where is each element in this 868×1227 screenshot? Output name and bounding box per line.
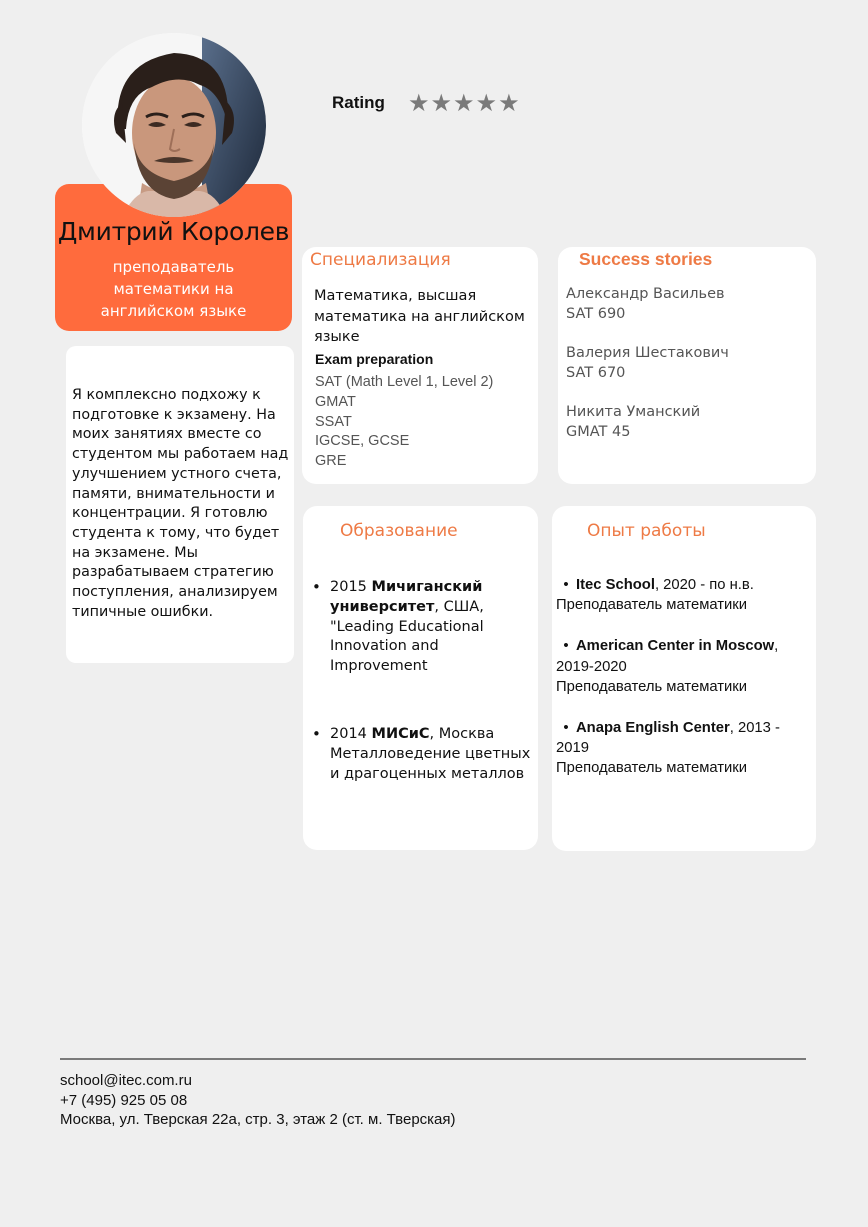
education-details: , США, "Leading Educational Innovation and Improvement: [330, 598, 484, 675]
education-details: , Москва Металловедение цветных и драгоценных металлов: [330, 725, 531, 782]
rating-label: Rating: [332, 93, 385, 112]
work-experience-title: Опыт работы: [587, 521, 706, 541]
success-story-item: [566, 344, 729, 384]
work-position: Преподаватель математики: [556, 597, 748, 614]
work-item: [556, 575, 814, 615]
specialization-subject: Математика, высшая математика на английском языке: [314, 288, 525, 345]
work-experience-list: [556, 575, 814, 800]
footer-divider: [60, 1058, 806, 1060]
bullet-icon: •: [563, 637, 569, 655]
education-item: [310, 725, 536, 784]
tutor-name: Дмитрий Королев: [57, 217, 290, 246]
exam-preparation-title: Exam preparation: [315, 351, 434, 367]
bio-text: Я комплексно подхожу к подготовке к экзамену. На моих занятиях вместе со студентом мы работаем над улучшением устного счета, памяти, внимательности и концентрации. Я готовлю студента к тому, что будет на экзамене. Мы разрабатываем стратегию поступления, анализируем типичные ошибки.: [72, 387, 289, 620]
exam-item: GMAT: [315, 393, 356, 410]
work-period: , 2020 - по н.в.: [654, 577, 754, 593]
success-story-item: [566, 285, 729, 325]
education-item: [310, 578, 536, 677]
success-story-item: [566, 403, 729, 443]
bullet-icon: •: [563, 719, 569, 737]
student-score: SAT 670: [566, 364, 626, 381]
student-name: Никита Уманский: [566, 404, 701, 421]
work-position: Преподаватель математики: [556, 760, 748, 777]
education-list: [310, 578, 536, 784]
success-stories-title: Success stories: [579, 249, 713, 269]
student-score: GMAT 45: [566, 423, 631, 440]
contact-email-link[interactable]: school@itec.com.ru: [60, 1072, 192, 1089]
exam-item: GRE: [315, 453, 347, 470]
student-name: Валерия Шестакович: [566, 345, 729, 362]
success-stories-list: [566, 285, 729, 462]
work-period: , 2013 - 2019: [556, 720, 780, 757]
education-year: 2015: [330, 579, 367, 595]
education-school: МИСиС: [371, 725, 430, 742]
bullet-icon: •: [563, 576, 569, 593]
student-name: Александр Васильев: [566, 286, 725, 302]
specialization-title: Специализация: [310, 250, 451, 270]
contact-address: Москва, ул. Тверская 22а, стр. 3, этаж 2 (ст. м. Тверская): [60, 1111, 456, 1129]
work-item: [556, 718, 814, 779]
student-score: SAT 690: [566, 305, 626, 322]
exam-item: SAT (Math Level 1, Level 2): [315, 374, 494, 390]
contact-phone-link[interactable]: +7 (495) 925 05 08: [60, 1091, 188, 1109]
tutor-role: преподаватель математики на английском языке: [100, 258, 247, 320]
work-org: Anapa English Center: [576, 720, 730, 737]
education-year: 2014: [330, 725, 367, 742]
exam-list: [315, 373, 493, 472]
education-school: Мичиганский университет: [330, 579, 483, 615]
exam-item: IGCSE, GCSE: [315, 433, 410, 450]
work-period: , 2019-2020: [556, 638, 779, 675]
work-position: Преподаватель математики: [556, 678, 748, 695]
rating-stars-icon: ★★★★★: [408, 89, 521, 117]
work-org: Itec School: [576, 577, 655, 593]
tutor-photo-avatar: [82, 33, 266, 217]
work-item: [556, 636, 814, 697]
education-title: Образование: [340, 521, 458, 541]
exam-item: SSAT: [315, 413, 352, 430]
work-org: American Center in Moscow: [576, 638, 775, 655]
contacts: [60, 1071, 456, 1130]
